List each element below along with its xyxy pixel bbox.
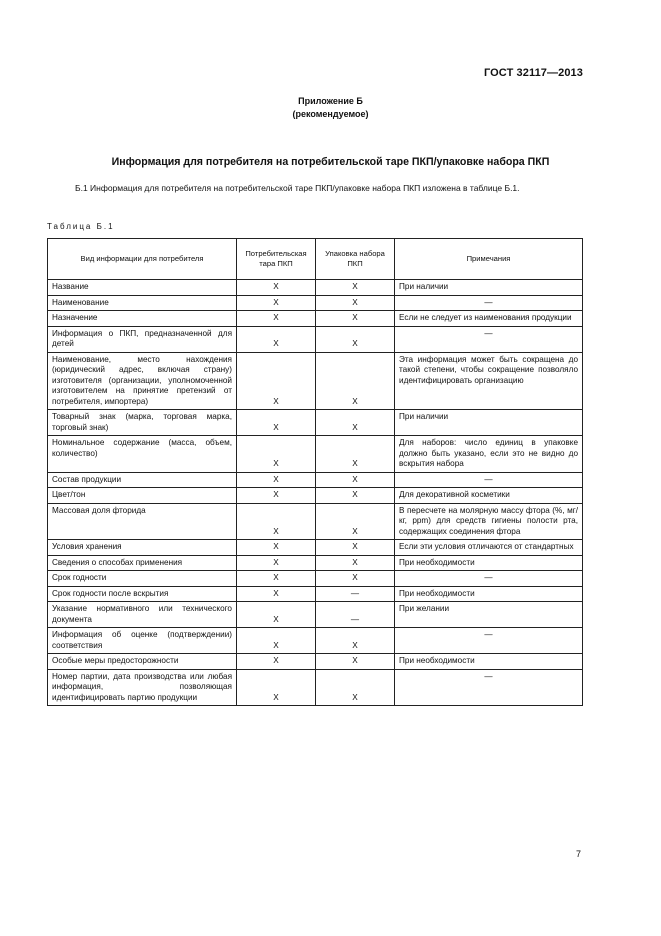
cell-set-package: X [316, 654, 395, 670]
cell-consumer-package: X [237, 410, 316, 436]
cell-info-type: Номер партии, дата производства или любая информация, позволяющая идентифицировать партию продукции [48, 669, 237, 706]
table-row [48, 571, 583, 587]
cell-info-type: Товарный знак (марка, торговая марка, торговый знак) [48, 410, 237, 436]
table-row [48, 628, 583, 654]
cell-notes: — [395, 669, 583, 706]
cell-consumer-package: X [237, 488, 316, 504]
cell-consumer-package: X [237, 628, 316, 654]
cell-set-package: X [316, 488, 395, 504]
cell-consumer-package: X [237, 540, 316, 556]
cell-notes: — [395, 628, 583, 654]
table-row [48, 503, 583, 540]
cell-notes: — [395, 571, 583, 587]
cell-set-package: X [316, 555, 395, 571]
table-row [48, 295, 583, 311]
cell-consumer-package: X [237, 503, 316, 540]
cell-set-package: X [316, 540, 395, 556]
cell-notes: При необходимости [395, 555, 583, 571]
column-header-notes: Примечания [395, 239, 583, 280]
cell-info-type: Условия хранения [48, 540, 237, 556]
cell-set-package: X [316, 436, 395, 473]
table-row [48, 540, 583, 556]
cell-notes: При наличии [395, 410, 583, 436]
cell-consumer-package: X [237, 669, 316, 706]
cell-consumer-package: X [237, 586, 316, 602]
cell-set-package: X [316, 669, 395, 706]
cell-info-type: Цвет/тон [48, 488, 237, 504]
cell-consumer-package: X [237, 602, 316, 628]
table-row [48, 472, 583, 488]
cell-consumer-package: X [237, 311, 316, 327]
table-row [48, 488, 583, 504]
cell-notes: Если эти условия отличаются от стандартных [395, 540, 583, 556]
column-header-set-package: Упаковка набора ПКП [316, 239, 395, 280]
cell-consumer-package: X [237, 352, 316, 410]
cell-consumer-package: X [237, 295, 316, 311]
table-row [48, 280, 583, 296]
cell-set-package: — [316, 586, 395, 602]
table-row [48, 311, 583, 327]
cell-set-package: X [316, 571, 395, 587]
cell-notes: При необходимости [395, 654, 583, 670]
cell-info-type: Срок годности после вскрытия [48, 586, 237, 602]
cell-set-package: X [316, 410, 395, 436]
cell-info-type: Информация об оценке (подтверждении) соответствия [48, 628, 237, 654]
cell-consumer-package: X [237, 571, 316, 587]
column-header-info-type: Вид информации для потребителя [48, 239, 237, 280]
cell-set-package: X [316, 295, 395, 311]
consumer-info-table [47, 238, 583, 706]
table-row [48, 602, 583, 628]
cell-notes: Для декоративной косметики [395, 488, 583, 504]
cell-notes: Для наборов: число единиц в упаковке должно быть указано, если это не видно до вскрытия набора [395, 436, 583, 473]
table-row [48, 669, 583, 706]
table-row [48, 654, 583, 670]
table-header-row [48, 239, 583, 280]
cell-set-package: X [316, 352, 395, 410]
cell-notes: — [395, 472, 583, 488]
document-code: ГОСТ 32117—2013 [483, 67, 583, 79]
cell-info-type: Массовая доля фторида [48, 503, 237, 540]
cell-set-package: X [316, 628, 395, 654]
cell-notes: При желании [395, 602, 583, 628]
table-row [48, 352, 583, 410]
cell-info-type: Срок годности [48, 571, 237, 587]
cell-info-type: Название [48, 280, 237, 296]
cell-info-type: Состав продукции [48, 472, 237, 488]
cell-info-type: Номинальное содержание (масса, объем, количество) [48, 436, 237, 473]
cell-set-package: X [316, 503, 395, 540]
cell-notes: В пересчете на молярную массу фтора (%, мг/кг, ppm) для средств гигиены полости рта, содержащих соединения фтора [395, 503, 583, 540]
cell-consumer-package: X [237, 555, 316, 571]
cell-info-type: Указание нормативного или технического документа [48, 602, 237, 628]
cell-consumer-package: X [237, 472, 316, 488]
annex-heading [0, 95, 661, 121]
intro-paragraph: Б.1 Информация для потребителя на потребительской таре ПКП/упаковке набора ПКП изложена в таблице Б.1. [75, 183, 520, 193]
cell-notes: Эта информация может быть сокращена до такой степени, чтобы сокращение позволяло идентифицировать организацию [395, 352, 583, 410]
cell-consumer-package: X [237, 654, 316, 670]
cell-notes: — [395, 326, 583, 352]
table-row [48, 555, 583, 571]
cell-notes: — [395, 295, 583, 311]
cell-notes: При необходимости [395, 586, 583, 602]
cell-set-package: X [316, 326, 395, 352]
cell-info-type: Особые меры предосторожности [48, 654, 237, 670]
section-title: Информация для потребителя на потребительской таре ПКП/упаковке набора ПКП [111, 156, 550, 168]
table-body [48, 280, 583, 706]
cell-set-package: — [316, 602, 395, 628]
cell-info-type: Наименование [48, 295, 237, 311]
annex-name: Приложение Б [298, 96, 363, 106]
cell-info-type: Назначение [48, 311, 237, 327]
cell-notes: Если не следует из наименования продукции [395, 311, 583, 327]
table-row [48, 326, 583, 352]
table-row [48, 410, 583, 436]
cell-info-type: Сведения о способах применения [48, 555, 237, 571]
cell-set-package: X [316, 280, 395, 296]
cell-set-package: X [316, 472, 395, 488]
cell-consumer-package: X [237, 280, 316, 296]
column-header-consumer-package: Потребительская тара ПКП [237, 239, 316, 280]
table-caption: Таблица Б.1 [47, 222, 115, 231]
page-number: 7 [575, 849, 581, 859]
cell-consumer-package: X [237, 436, 316, 473]
cell-consumer-package: X [237, 326, 316, 352]
table-row [48, 436, 583, 473]
cell-notes: При наличии [395, 280, 583, 296]
annex-status: (рекомендуемое) [292, 109, 369, 119]
cell-info-type: Наименование, место нахождения (юридический адрес, включая страну) изготовителя (организации, уполномоченной изготовителем на принятие претензий от потребителя, импортера) [48, 352, 237, 410]
cell-set-package: X [316, 311, 395, 327]
cell-info-type: Информация о ПКП, предназначенной для детей [48, 326, 237, 352]
table-row [48, 586, 583, 602]
